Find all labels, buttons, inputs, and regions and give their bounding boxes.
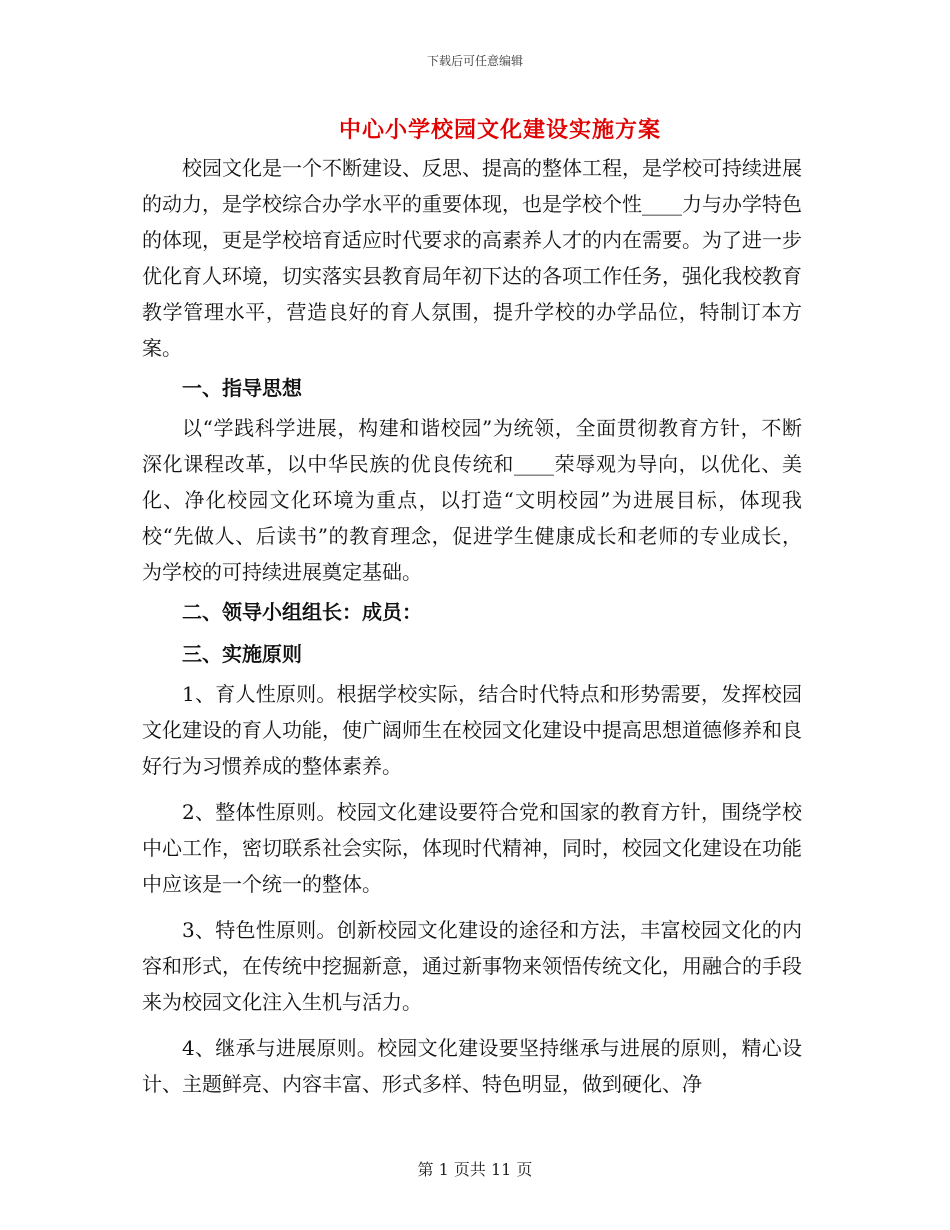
intro-paragraph: 校园文化是一个不断建设、反思、提高的整体工程，是学校可持续进展的动力，是学校综合办学水平的重要体现，也是学校个性____力与办学特色的体现，更是学校培育适应时代要求的高素养人才的内在需要。为了进一步优化育人环境，切实落实县教育局年初下达的各项工作任务，强化我校教育教学管理水平，营造良好的育人氛围，提升学校的办学品位，特制订本方案。: [142, 156, 802, 360]
document-title: 中心小学校园文化建设实施方案: [338, 117, 661, 143]
document-body: [142, 150, 802, 1102]
section-heading-guiding: 一、指导思想: [182, 376, 302, 400]
section-heading-leadership: 二、领导小组组长：成员：: [182, 600, 422, 624]
principle-1-paragraph: 1、育人性原则。根据学校实际，结合时代特点和形势需要，发挥校园文化建设的育人功能，使广阔师生在校园文化建设中提高思想道德修养和良好行为习惯养成的整体素养。: [142, 682, 802, 778]
guiding-paragraph: 以“学践科学进展，构建和谐校园”为统领，全面贯彻教育方针，不断深化课程改革，以中华民族的优良传统和____荣辱观为导向，以优化、美化、净化校园文化环境为重点，以打造“文明校园”为进展目标，体现我校“先做人、后读书”的教育理念，促进学生健康成长和老师的专业成长，为学校的可持续进展奠定基础。: [142, 416, 802, 584]
header-note: 下载后可任意编辑: [426, 54, 523, 68]
principle-4-paragraph: 4、继承与进展原则。校园文化建设要坚持继承与进展的原则，精心设计、主题鲜亮、内容丰富、形式多样、特色明显，做到硬化、净: [142, 1036, 802, 1096]
page-footer: 第 1 页共 11 页: [417, 1160, 533, 1179]
section-heading-principles: 三、实施原则: [182, 642, 302, 666]
principle-3-paragraph: 3、特色性原则。创新校园文化建设的途径和方法，丰富校园文化的内容和形式，在传统中挖掘新意，通过新事物来领悟传统文化，用融合的手段来为校园文化注入生机与活力。: [142, 918, 802, 1014]
principle-2-paragraph: 2、整体性原则。校园文化建设要符合党和国家的教育方针，围绕学校中心工作，密切联系社会实际，体现时代精神，同时，校园文化建设在功能中应该是一个统一的整体。: [142, 800, 802, 896]
